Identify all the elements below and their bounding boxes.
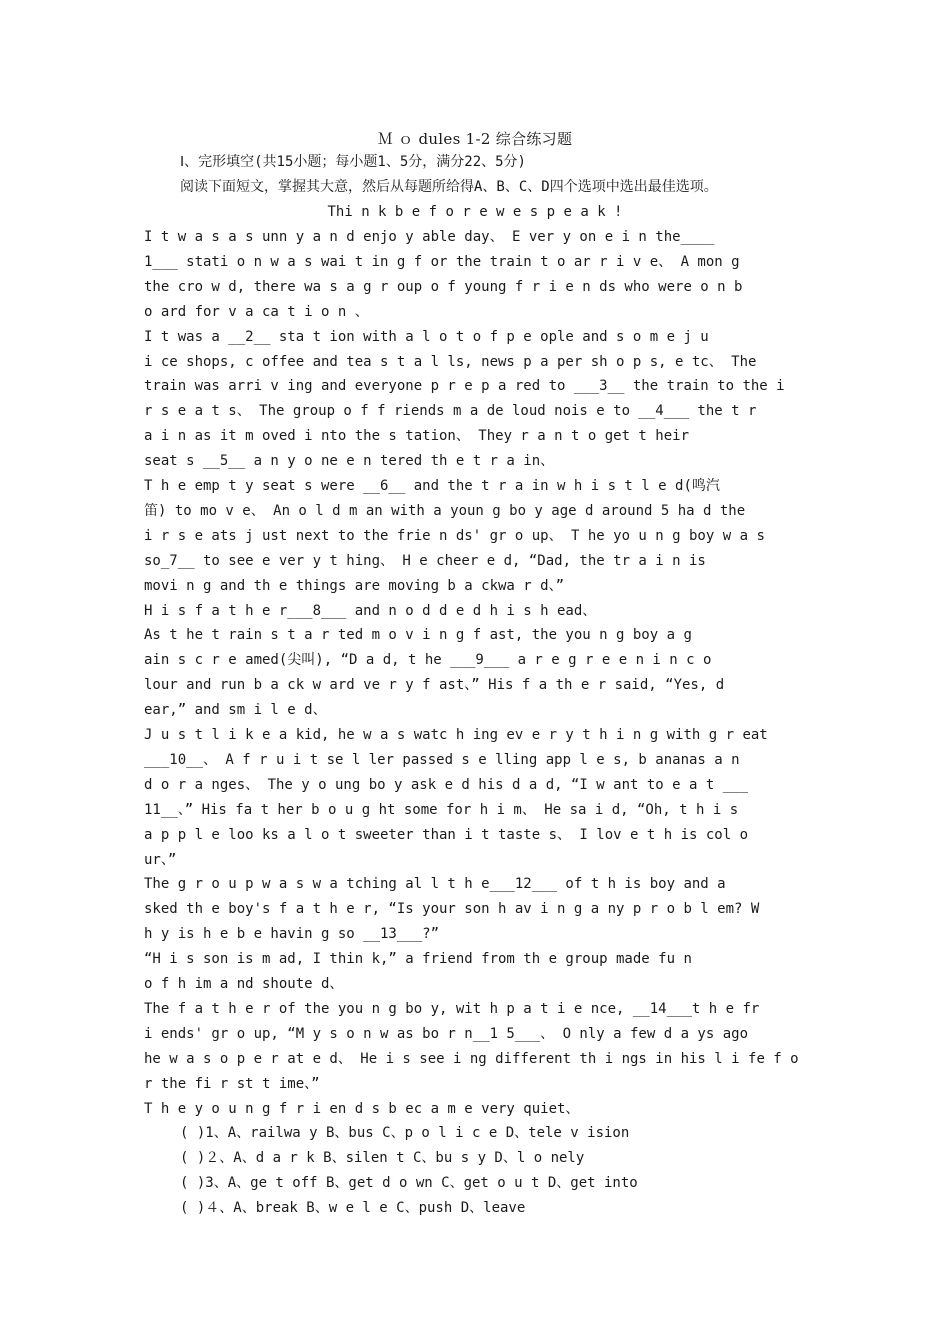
passage-line: i ce shops, c offee and tea s t a l ls, news p a per sh o p s, e tc、 The — [144, 354, 757, 370]
passage-line: T h e y o u n g f r i en d s b ec a m e very quiet、 — [144, 1101, 580, 1117]
passage-line: ear,” and sm i l e d、 — [144, 702, 327, 718]
question-item: ( )1、A、railwa y B、bus C、p o l i c e D、tele v ision — [180, 1125, 630, 1141]
page-title: Ｍ ｏ dules 1-2 综合练习题 — [377, 130, 573, 148]
passage-title: Thi n k b e f o r e w e s p e a k ! — [327, 204, 623, 220]
passage-line: H i s f a t h e r___8___ and n o d d e d h i s h ead、 — [144, 603, 597, 619]
passage-line: a p p l e loo ks a l o t sweeter than i t taste s、 I lov e t h is col o — [144, 827, 749, 843]
passage-line: h y is h e b e havin g so __13___?” — [144, 926, 440, 942]
section-heading: Ⅰ、完形填空(共15小题；每小题1、5分，满分22、5分) — [180, 154, 526, 170]
passage-line: a i n as it m oved i nto the s tation、 They r a n t o get t heir — [144, 428, 690, 444]
passage-line: i r s e ats j ust next to the frie n ds' gr o up、 T he yo u n g boy w a s — [144, 528, 765, 544]
passage-line: movi n g and th e things are moving b a ckwa r d、” — [144, 578, 565, 594]
passage-line: ur、” — [144, 852, 177, 868]
passage-line: I t was a __2__ sta t ion with a l o t o f p e ople and s o m e j u — [144, 329, 709, 345]
passage-line: r the fi r st t ime、” — [144, 1076, 320, 1092]
passage-line: o ard for v a ca t i o n 、 — [144, 304, 369, 320]
instructions: 阅读下面短文，掌握其大意，然后从每题所给得A、B、C、D四个选项中选出最佳选项。 — [180, 179, 718, 195]
passage-line: train was arri v ing and everyone p r e p a red to ___3__ the train to the i — [144, 378, 785, 394]
passage-line: J u s t l i k e a kid, he w a s watc h ing ev e r y t h i n g with g r eat — [144, 727, 768, 743]
passage-line: lour and run b a ck w ard ve r y f ast、” His f a th e r said, “Yes, d — [144, 677, 725, 693]
passage-line: he w a s o p e r at e d、 He i s see i ng different th i ngs in his l i fe f o — [144, 1051, 799, 1067]
passage-line: so_7__ to see e ver y t hing、 H e cheer e d, “Dad, the tr a i n is — [144, 553, 706, 569]
passage-line: The f a t h e r of the you n g bo y, wit h p a t i e nce, __14___t h e fr — [144, 1001, 760, 1017]
question-item: ( )3、A、ge t off B、get d o wn C、get o u t D、get into — [180, 1175, 638, 1191]
passage-line: ain s c r e amed(尖叫), “D a d, t he ___9___ a r e g r e e n i n c o — [144, 652, 712, 668]
passage-line: r s e a t s、 The group o f f riends m a de loud nois e to __4___ the t r — [144, 403, 757, 419]
passage-line: 笛) to mo v e、 An o l d m an with a youn g bo y age d around 5 ha d the — [144, 503, 746, 519]
passage-line: the cro w d, there wa s a g r oup o f young f r i e n ds who were o n b — [144, 279, 743, 295]
passage-line: d o r a nges、 The y o ung bo y ask e d his d a d, “I w ant to e a t ___ — [144, 777, 749, 793]
passage-line: The g r o u p w a s w a tching al l t h e___12___ of t h is boy and a — [144, 876, 726, 892]
passage-line: 11__、” His fa t her b o u g ht some for h i m、 He sa i d, “Oh, t h i s — [144, 802, 739, 818]
question-item: ( )２、A、d a r k B、silen t C、bu s y D、l o nely — [180, 1150, 585, 1166]
passage-line: o f h im a nd shoute d、 — [144, 976, 344, 992]
passage-line: “H i s son is m ad, I thin k,” a friend from th e group made fu n — [144, 951, 692, 967]
passage-line: seat s __5__ a n y o ne e n tered th e t r a in、 — [144, 453, 555, 469]
passage-line: i ends' gr o up, “M y s o n w as bo r n__1 5___、 O nly a few d a ys ago — [144, 1026, 749, 1042]
passage-line: 1___ stati o n w a s wai t in g f or the train t o ar r i v e、 A mon g — [144, 254, 740, 270]
passage-line: As t he t rain s t a r ted m o v i n g f ast, the you n g boy a g — [144, 627, 692, 643]
passage-line: ___10__、 A f r u i t se l ler passed s e lling app l e s, b ananas a n — [144, 752, 740, 768]
question-item: ( )４、A、break B、w e l e C、push D、leave — [180, 1200, 526, 1216]
passage-line: sked th e boy's f a t h e r, “Is your son h av i n g a ny p r o b l em? W — [144, 901, 760, 917]
passage-line: I t w a s a s unn y a n d enjo y able day、 E ver y on e i n the____ — [144, 229, 715, 245]
passage-line: T h e emp t y seat s were __6__ and the t r a in w h i s t l e d(鸣汽 — [144, 478, 720, 494]
